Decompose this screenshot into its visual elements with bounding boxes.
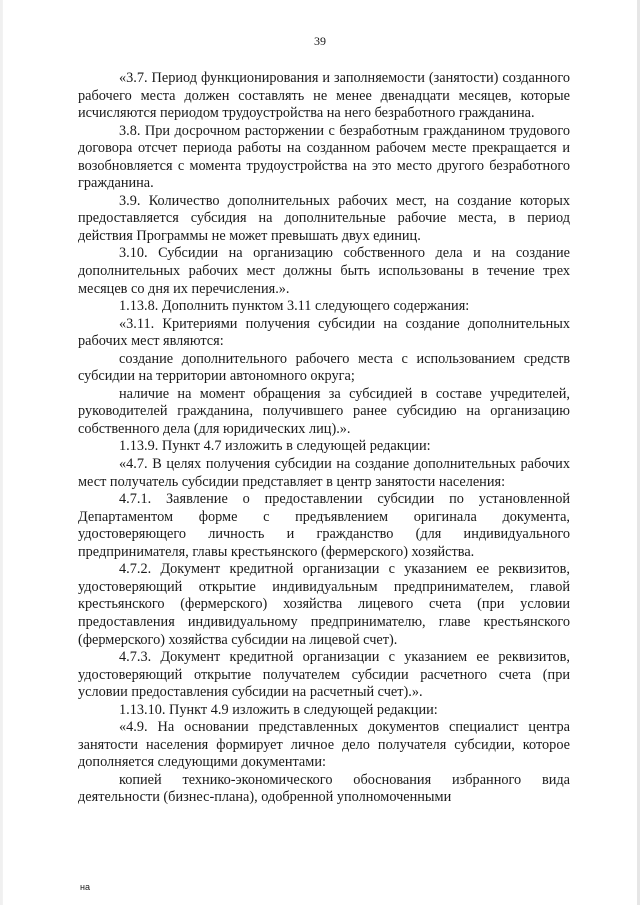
paragraph-3-11: «3.11. Критериями получения субсидии на создание дополнительных рабочих мест являются: (78, 315, 570, 350)
footer-mark: на (80, 882, 90, 892)
paragraph-3-9: 3.9. Количество дополнительных рабочих мест, на создание которых предоставляется субсидия на дополнительные рабочие места, в период действия Программы не может превышать двух единиц. (78, 192, 570, 244)
paragraph-3-7: «3.7. Период функционирования и заполняемости (занятости) созданного рабочего места должен составлять не менее двенадцати месяцев, которые исчисляются периодом трудоустройства на него безработного гражданина. (78, 70, 570, 122)
paragraph-copy-business-plan: копией технико-экономического обоснования избранного вида деятельности (бизнес-плана), одобренной уполномоченными (78, 771, 570, 806)
page-number: 39 (314, 34, 326, 48)
document-body (78, 70, 570, 807)
paragraph-4-7-1: 4.7.1. Заявление о предоставлении субсидии по установленной Департаментом форме с предъявлением оригинала документа, удостоверяющего личность и гражданство (для индивидуального предпринимателя, главы крестьянского (фермерского) хозяйства. (78, 491, 570, 560)
paragraph-criterion-2: наличие на момент обращения за субсидией в составе учредителей, руководителей гражданина, получившего ранее субсидию на организацию собственного дела (для юридических лиц).». (78, 385, 570, 437)
paragraph-1-13-9: 1.13.9. Пункт 4.7 изложить в следующей редакции: (119, 438, 431, 455)
paragraph-3-10: 3.10. Субсидии на организацию собственного дела и на создание дополнительных рабочих мест должны быть использованы в течение трех месяцев со дня их перечисления.». (78, 245, 570, 297)
paragraph-4-9: «4.9. На основании представленных документов специалист центра занятости населения формирует личное дело получателя субсидии, которое дополняется следующими документами: (78, 719, 570, 771)
paragraph-3-8: 3.8. При досрочном расторжении с безработным гражданином трудового договора отсчет периода работы на созданном рабочем месте прекращается и возобновляется с момента трудоустройства на это место другого безработного гражданина. (78, 122, 570, 192)
paragraph-1-13-10: 1.13.10. Пункт 4.9 изложить в следующей редакции: (119, 701, 438, 718)
paragraph-4-7-2: 4.7.2. Документ кредитной организации с указанием ее реквизитов, удостоверяющий открытие индивидуальным предпринимателем, главой крестьянского (фермерского) хозяйства лицевого счета (при условии предоставления индивидуальному предпринимателю, главе крестьянского (фермерского) хозяйства субсидии на лицевой счет). (78, 561, 570, 648)
paragraph-1-13-8: 1.13.8. Дополнить пунктом 3.11 следующего содержания: (119, 298, 470, 315)
paragraph-4-7: «4.7. В целях получения субсидии на создание дополнительных рабочих мест получатель субсидии представляет в центр занятости населения: (78, 456, 570, 490)
paragraph-4-7-3: 4.7.3. Документ кредитной организации с указанием ее реквизитов, удостоверяющий открытие получателем субсидии расчетного счета (при условии предоставления субсидии на расчетный счет).». (78, 649, 570, 701)
page-edge-left (0, 0, 2, 905)
paragraph-criterion-1: создание дополнительного рабочего места с использованием средств субсидии на территории автономного округа; (78, 350, 570, 385)
